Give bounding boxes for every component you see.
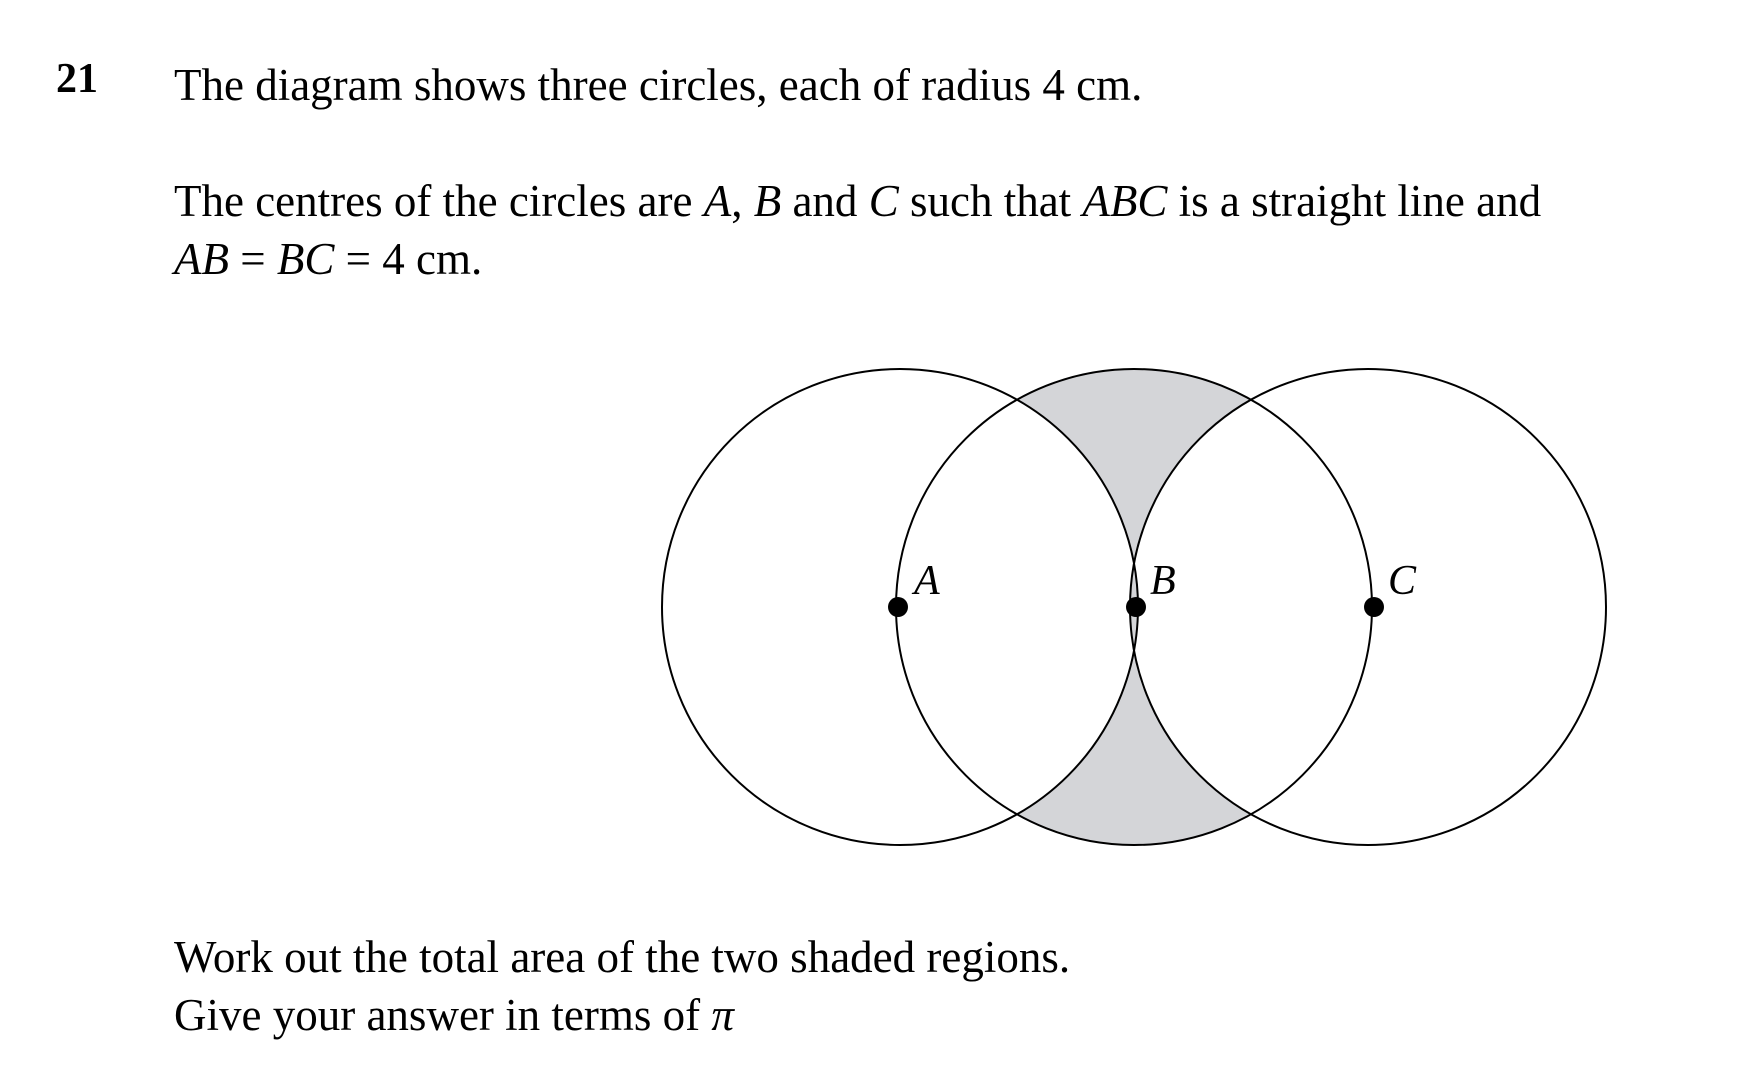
label-abc-inline: ABC (1082, 176, 1168, 226)
question-number: 21 (56, 56, 98, 102)
task-text (174, 928, 1070, 1044)
point-b-label: B (1150, 558, 1176, 604)
point-a (888, 597, 908, 617)
point-a-label: A (914, 558, 940, 604)
label-a-inline: A (703, 176, 732, 226)
task-line-1: Work out the total area of the two shaded regions. (174, 932, 1071, 982)
label-b-inline: B (753, 176, 782, 226)
pi-symbol: π (711, 990, 734, 1040)
point-c (1364, 597, 1384, 617)
question-intro: The diagram shows three circles, each of radius 4 cm. (174, 60, 1143, 110)
point-c-label: C (1388, 558, 1417, 604)
label-c-inline: C (868, 176, 899, 226)
centres-line-2: AB = BC = 4 cm. (174, 234, 483, 284)
point-b (1126, 597, 1146, 617)
centres-line-1: The centres of the circles are A, B and C such that ABC is a straight line and (174, 176, 1542, 226)
task-line-2: Give your answer in terms of π (174, 990, 734, 1040)
